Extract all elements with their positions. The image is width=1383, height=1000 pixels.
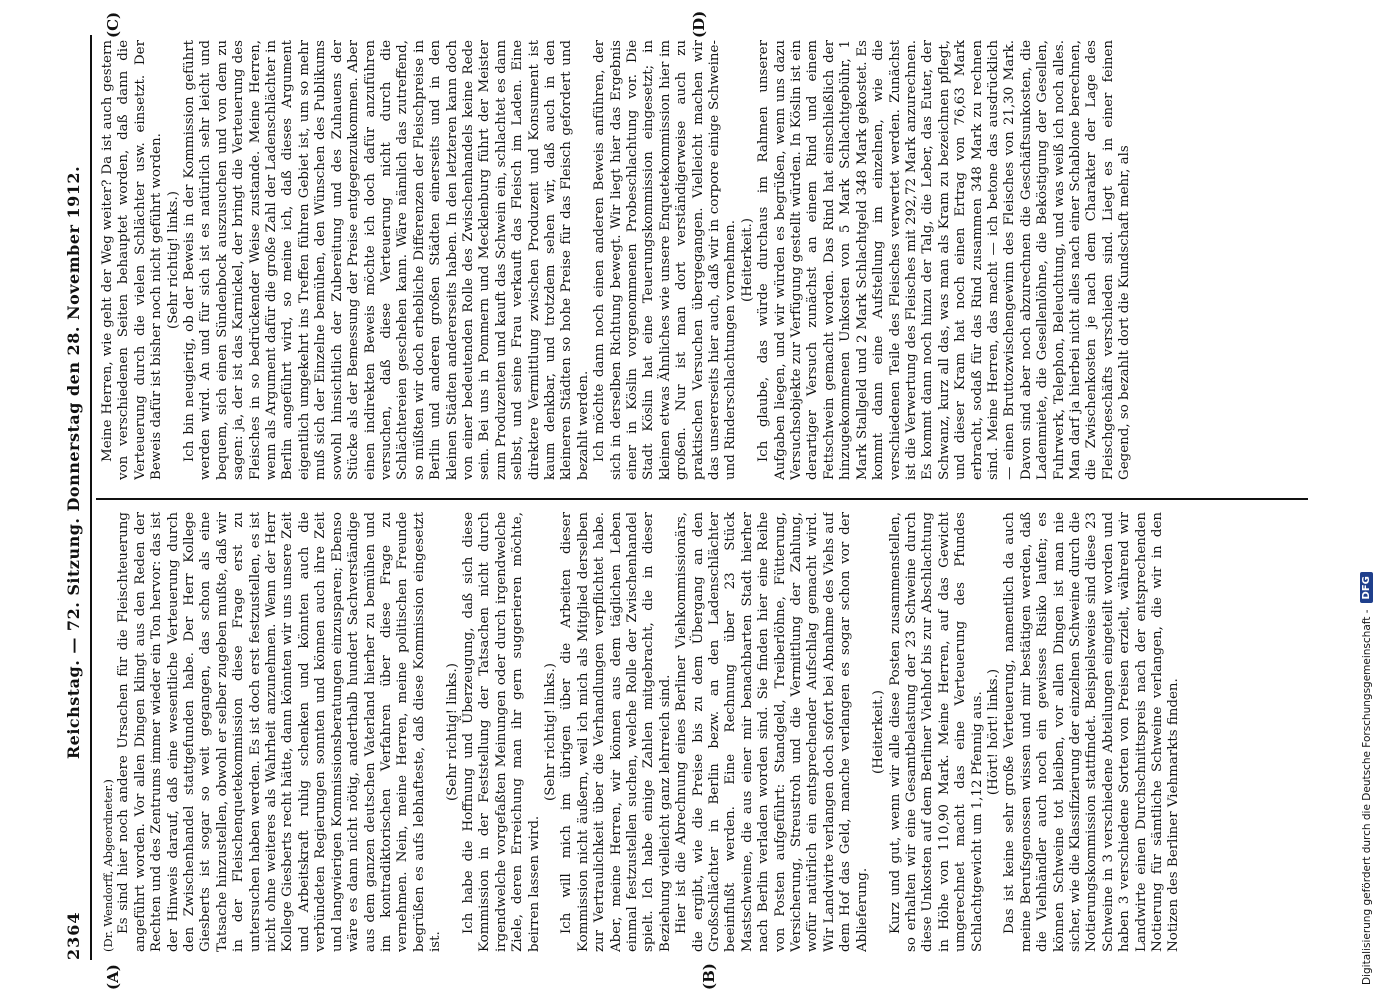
page-title: Reichstag. — 72. Sitzung. Donnerstag den 28. November 1912. [64,165,83,760]
speaker-label: (Dr. Wendorff, Abgeordneter.) [101,779,115,952]
running-header [64,35,90,960]
interjection: (Hört! hört! links.) [985,668,1001,796]
paragraph: Kurz und gut, wenn wir alle diese Posten zusammenstellen, so erhalten wir eine Gesamtbelastung der 23 Schweine durch diese Unkosten auf dem Berliner Viehhof bis zur Abschlachtung in Höhe von 110,90 Mark. Meine Herren, auf das Gewicht umgerechnet macht das eine Verteuerung des Pfundes Schlachtgewicht um 1,12 Pfennig aus. [887,512,985,952]
paragraph: Ich glaube, das würde durchaus im Rahmen unserer Aufgaben liegen, und wir würden es begrüßen, wenn uns dazu Versuchsobjekte zur Verfügung gestellt würden. In Köslin ist ein derartiger Versuch zunächst an einem Rind und einem Fettschwein gemacht worden. Das Rind hat einschließlich der hinzugekommenen Unkosten von 5 Mark Schlachtgebühr, 1 Mark Stallgeld und 2 Mark Schlachtgeld 348 Mark gekostet. Es kommt dann eine Aufstellung im einzelnen, wie die verschiedenen Teile des Fleisches verwertet werden. Zunächst ist die Verwertung des Fleisches mit 292,72 Mark anzurechnen. Es kommt dann noch hinzu der Talg, die Leber, das Euter, der Schwanz, kurz all das, was man als Kram zu bezeichnen pflegt, und dieser Kram hat noch einen Ertrag von 76,63 Mark erbracht, sodaß für das Rind zusammen 348 Mark zu rechnen sind. Meine Herren, das macht — ich betone das ausdrücklich — einen Bruttozwischengewinn des Fleisches von 21,30 Mark. Davon sind aber noch abzurechnen die Geschäftsunkosten, die Ladenmiete, die Gesellenlöhne, die Beköstigung der Gesellen, Fuhrwerk, Telephon, Beleuchtung, und was weiß ich noch alles. Man darf ja hierbei nicht alles nach einer Schablone berechnen, die Zwischenkosten je nach dem Charakter der Lage des Fleischgeschäfts verschieden sind. Liegt es in einer feinen Gegend, so bezahlt dort die Kundschaft mehr, als [756,40,1133,480]
credit-text: Digitalisierung gefördert durch die Deutsche Forschungsgemeinschaft - [1360,609,1373,985]
paragraph: Ich bin neugierig, ob der Beweis in der Kommission geführt werden wird. An und für sich ist es natürlich sehr leicht und bequem, sich einen Sündenbock auszusuchen und von dem zu sagen: ja, der ist das Karnickel, der bringt die Verteuerung des Fleisches in so bedrückender Weise zustande. Meine Herren, wenn als Argument dafür die große Zahl der Ladenschlächter in Berlin angeführt wird, so meine ich, daß dieses Argument eigentlich umgekehrt ins Treffen führen Gebiet ist, um so mehr muß sich der Einzelne bemühen, den Wünschen des Publikums sowohl hinsichtlich der Zubereitung und des Zuhauens der Stücke als der Bemessung der Preise entgegenzukommen. Aber einen indirekten Beweis möchte ich doch dafür anzuführen versuchen, daß diese Verteuerung nicht durch die Schlächtereien geschehen kann. Wäre nämlich das zutreffend, so müßten wir doch erhebliche Differenzen der Fleischpreise in Berlin und anderen großen Städten einerseits und in den kleinen Städten andererseits haben. In den letzteren kann doch von einer bedeutenden Rolle des Zwischenhandels keine Rede sein. Bei uns in Pommern und Mecklenburg führt der Meister zum Produzenten und kauft das Schwein ein, schlachtet es dann selbst, und seine Frau verkauft das Fleisch im Laden. Eine direktere Vermittlung zwischen Produzent und Konsument ist kaum denkbar, und trotzdem sehen wir, daß auch in den kleineren Städten so hohe Preise für das Fleisch gefordert und bezahlt werden. [182,40,591,480]
dfg-logo: DFG [1360,572,1373,603]
right-column [100,40,1305,480]
column-divider [96,498,1308,500]
interjection: (Heiterkeit.) [871,690,887,774]
paragraph: Es sind hier noch andere Ursachen für die Fleischteuerung angeführt worden. Vor allen Dingen klingt aus den Reden der Rechten und des Zentrums immer wieder ein Ton hervor: das ist der Hinweis darauf, daß eine wesentliche Verteuerung durch den Zwischenhandel stattgefunden habe. Der Herr Kollege Giesberts ist sogar so weit gegangen, das schon als eine Tatsache hinzustellen, obwohl er selber zugeben mußte, daß wir in der Fleischenquetekommission diese Frage erst zu untersuchen haben werden. Es ist doch erst festzustellen, es ist nicht ohne weiteres als Wahrheit anzunehmen. Wenn der Herr Kollege Giesberts recht hätte, dann könnten wir uns unsere Zeit und Arbeitskraft ruhig schenken und könnten auch die verbündeten Regierungen sonnten und können auch ihre Zeit und langwierigen Kommissionsberatungen einzusparen; Ebenso wäre es dann nicht nötig, anderthalb hundert Sachverständige aus dem ganzen deutschen Vaterland hierher zu bemühen und im kontradiktorischen Verfahren über diese Frage zu vernehmen. Nein, meine Herren, meine politischen Freunde begrüßen es aufs lebhafteste, daß diese Kommission eingesetzt ist. [116,512,444,952]
interjection: (Sehr richtig! links.) [165,191,181,329]
left-column [100,512,1305,952]
paragraph: Hier ist die Abrechnung eines Berliner Viehkommissionärs, die ergibt, wie die Preise bis zu dem Übergang an den Großschlächter in Berlin bezw. an den Ladenschlächter beeinflußt werden. Eine Rechnung über 23 Stück Mastschweine, die aus einer mir benachbarten Stadt hierher nach Berlin verladen worden sind. Sie finden hier eine Reihe von Posten aufgeführt: Standgeld, Treiberlöhne, Fütterung, Versicherung, Streustroh und die Vermittlung der Zahlung, wofür natürlich ein entsprechender Aufschlag gemacht wird. Wir Landwirte verlangen doch sofort bei Abnahme des Viehs auf dem Hof das Geld, manche verlangen es sogar schon vor der Ablieferung. [674,512,870,952]
paragraph: Ich will mich im übrigen über die Arbeiten dieser Kommission nicht äußern, weil ich mich als Mitglied derselben zur Vertraulichkeit über die Verhandlungen verpflichtet habe. Aber, meine Herren, wir können aus dem täglichen Leben einmal festzustellen suchen, welche Rolle der Zwischenhandel spielt. Ich habe einige Zahlen mitgebracht, die in dieser Beziehung vielleicht ganz lehrreich sind. [559,512,673,952]
interjection: (Heiterkeit.) [739,218,755,302]
margin-marker-d: (D) [690,10,708,38]
margin-marker-a: (A) [104,964,122,990]
interjection: (Sehr richtig! links.) [444,663,460,801]
paragraph: Ich möchte dann noch einen anderen Beweis anführen, der sich in derselben Richtung bewegt. Wir liegt hier das Ergebnis einer in Köslin vorgenommenen Probeschlachtung vor. Die Stadt Köslin hat eine Teuerungskommission eingesetzt; in kleinen etwas Ähnliches wie unsere Enquetekommission hier im großen. Nur ist man dort verständigerweise auch zu praktischen Versuchen übergegangen. Vielleicht machen wir das unsererseits hier auch, daß wir in corpore einige Schweine- und Rinderschlachtungen vornehmen. [592,40,739,480]
page-number: 2364 [64,911,83,960]
interjection: (Sehr richtig! links.) [542,663,558,801]
header-rule [90,35,92,960]
margin-marker-c: (C) [104,11,122,38]
margin-marker-b: (B) [700,963,718,990]
paragraph: Ich habe die Hoffnung und Überzeugung, daß sich diese Kommission in der Feststellung der Tatsachen nicht durch irgendwelche vorgefaßten Meinungen oder durch irgendwelche Ziele, deren Erreichung man ihr gern suggerieren möchte, beirren lassen wird. [460,512,542,952]
paragraph: Meine Herren, wie geht der Weg weiter? Da ist auch gestern von verschiedenen Seiten behauptet worden, daß dann die Verteuerung durch die vielen Schlächter usw. einsetzt. Der Beweis dafür ist bisher noch nicht geführt worden. [100,40,165,480]
paragraph: Das ist keine sehr große Verteuerung, namentlich da auch meine Berufsgenossen wissen und mir bestätigen werden, daß die Viehhändler auch noch ein gewisses Risiko laufen; es können Schweine tot bleiben, vor allen Dingen ist man nie sicher, wie die Klassifizierung der einzelnen Schweine durch die Notierungskommission stattfindet. Beispielsweise sind diese 23 Schweine in 3 verschiedene Abteilungen eingeteilt worden und haben 3 verschiedene Sorten von Preisen erzielt, während wir Landwirte einen Durchschnittspreis nach der entsprechenden Notierung für sämtliche Schweine verlangen, die wir in den Notizen des Berliner Viehmarkts finden. [1002,512,1182,952]
digitization-credit [1360,5,1373,985]
